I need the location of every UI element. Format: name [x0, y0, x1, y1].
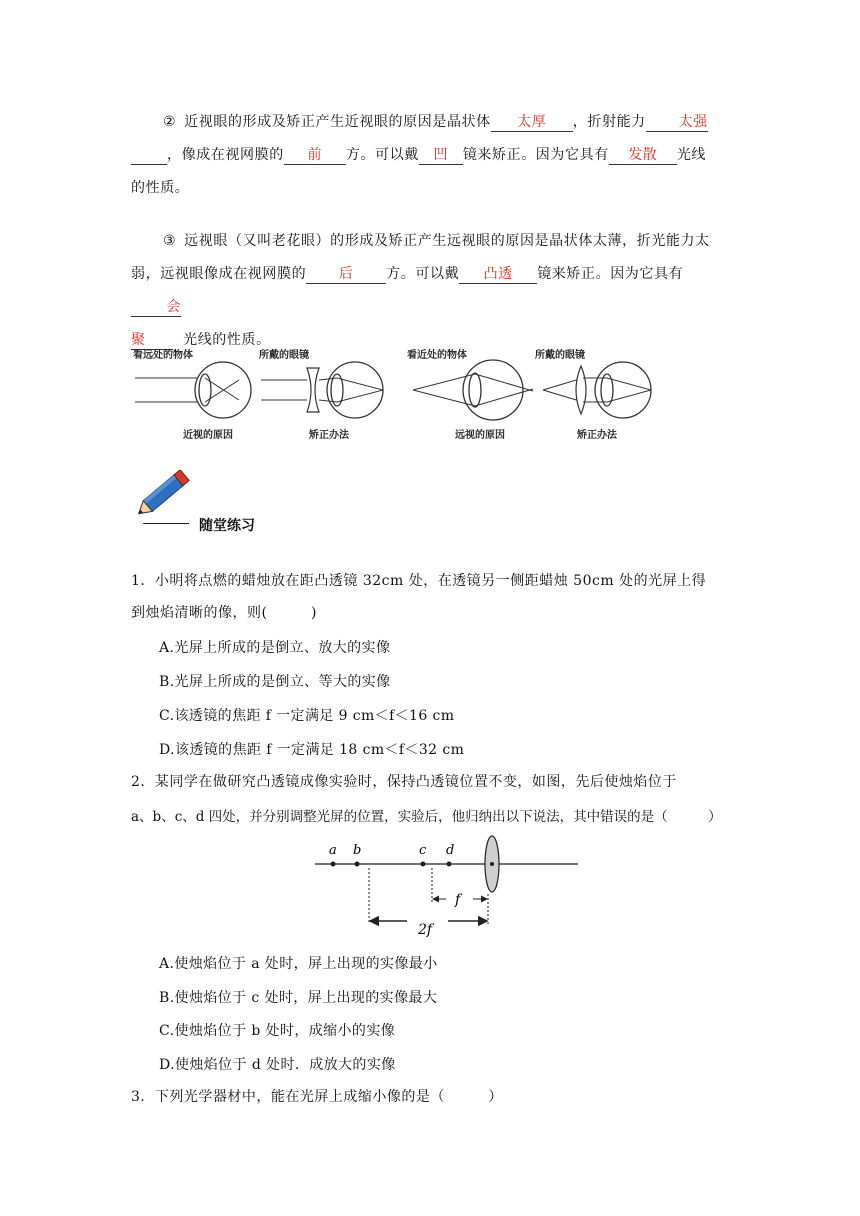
lens-positions-figure [310, 832, 580, 944]
question-2-stem: a、b、c、d 四处，并分别调整光屏的位置，实验后，他归纳出以下说法，其中错误的是（ ） [131, 809, 722, 825]
option-a: A.光屏上所成的是倒立、放大的实像 [159, 640, 391, 656]
text: ，折射能力 [572, 114, 646, 130]
answer-blank: 会 [131, 298, 181, 317]
answer-blank: 太强 [646, 113, 708, 132]
hyperopia-cause-panel [407, 348, 533, 441]
text: 镜来矫正。因为它具有 [537, 266, 684, 282]
myopia-correction-panel [259, 348, 383, 441]
text: 方。可以戴 [345, 147, 419, 163]
item-number: ③ [163, 233, 177, 249]
text: 的性质。 [131, 180, 190, 196]
point-c [421, 862, 426, 867]
paragraph-hyperopia [131, 225, 731, 357]
option-b: B.使烛焰位于 c 处时，屏上出现的实像最大 [159, 990, 438, 1006]
figure-caption: 矫正办法 [577, 430, 617, 441]
twof-label: 2f [418, 922, 433, 938]
figure-caption: 远视的原因 [455, 430, 505, 441]
label-a: a [329, 843, 337, 858]
section-divider [143, 523, 189, 524]
point-b [355, 862, 360, 867]
option-d: D.该透镜的焦距 f 一定满足 18 cm＜f＜32 cm [159, 742, 465, 758]
paragraph-myopia [131, 106, 731, 205]
point-d [447, 862, 452, 867]
answer-blank: 前 [284, 146, 346, 165]
option-b: B.光屏上所成的是倒立、等大的实像 [159, 674, 391, 690]
option-d: D.使烛焰位于 d 处时．成放大的实像 [159, 1057, 396, 1073]
option-a: A.使烛焰位于 a 处时，屏上出现的实像最小 [159, 956, 438, 972]
point-a [331, 862, 336, 867]
figure-label: 看远处的物体 [133, 350, 193, 361]
answer-blank: 凸透 [459, 265, 537, 284]
text: 方。可以戴 [386, 266, 460, 282]
figure-label: 所戴的眼镜 [259, 350, 309, 361]
text: 光线 [676, 147, 707, 163]
answer-blank: 发散 [609, 146, 677, 165]
text: 远视眼（又叫老花眼）的形成及矫正产生远视眼的原因是晶状体太薄，折光能力太 [184, 233, 710, 249]
question-1-stem: 到烛焰清晰的像，则( ) [131, 605, 317, 621]
answer-blank-continued: 聚 [131, 331, 173, 350]
figure-label: 所戴的眼镜 [535, 350, 585, 361]
crystalline-lens [469, 373, 481, 407]
text: ，像成在视网膜的 [167, 147, 284, 163]
text: 弱，远视眼像成在视网膜的 [131, 266, 307, 282]
figure-caption: 近视的原因 [183, 430, 233, 441]
section-title: 随堂练习 [199, 518, 255, 534]
pencil-icon [134, 470, 196, 528]
option-c: C.该透镜的焦距 f 一定满足 9 cm＜f＜16 cm [159, 708, 455, 724]
answer-blank: 后 [306, 265, 386, 284]
question-1-stem: 1．小明将点燃的蜡烛放在距凸透镜 32cm 处，在透镜另一侧距蜡烛 50cm 处的光屏上得 [131, 573, 707, 589]
text: 光线的性质。 [183, 332, 271, 348]
answer-blank: 太厚 [491, 113, 573, 132]
option-c: C.使烛焰位于 b 处时，成缩小的实像 [159, 1023, 396, 1039]
figure-caption: 矫正办法 [309, 430, 349, 441]
figure-label: 看近处的物体 [407, 350, 467, 361]
label-d: d [446, 843, 455, 858]
text: 镜来矫正。因为它具有 [462, 147, 609, 163]
label-b: b [353, 843, 362, 858]
eye-correction-figure [131, 342, 671, 444]
lens-center [490, 862, 494, 866]
crystalline-lens [199, 374, 211, 406]
item-number: ② [163, 114, 177, 130]
answer-blank: 凹 [419, 146, 463, 165]
concave-lens [307, 368, 319, 412]
convex-lens [576, 366, 586, 414]
hyperopia-correction-panel [535, 348, 651, 441]
text: 近视眼的形成及矫正产生近视眼的原因是晶状体 [184, 114, 491, 130]
label-c: c [419, 843, 427, 858]
myopia-cause-panel [133, 348, 251, 441]
question-2-stem: 2．某同学在做研究凸透镜成像实验时，保持凸透镜位置不变，如图，先后使烛焰位于 [131, 774, 677, 790]
answer-blank-continued [131, 146, 167, 165]
f-label: f [455, 892, 461, 908]
question-3-stem: 3．下列光学器材中，能在光屏上成缩小像的是（ ） [131, 1089, 503, 1105]
